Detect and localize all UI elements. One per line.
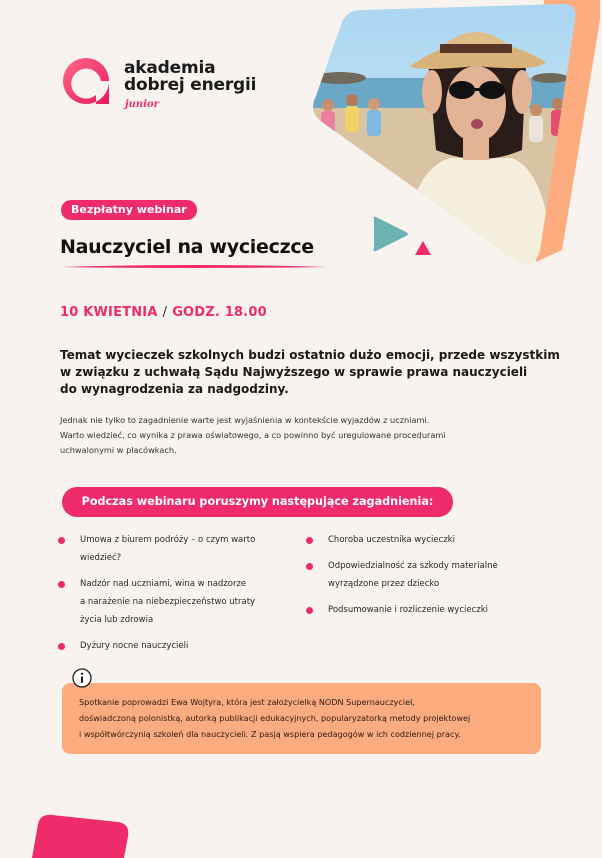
list-item: [58, 531, 288, 567]
pink-shape-decoration: [24, 812, 134, 858]
brand-name-line2: dobrej energii: [124, 75, 257, 95]
list-item-text: Umowa z biurem podróży – o czym warto: [80, 535, 256, 545]
list-item-text: Choroba uczestnika wycieczki: [328, 535, 455, 545]
lead-line: do wynagrodzenia za nadgodziny.: [60, 382, 289, 396]
list-item: [306, 531, 546, 549]
topics-list-right: [306, 531, 546, 627]
description-line: uchwalonymi w placówkach.: [60, 445, 177, 455]
list-item-text: a narażenie na niebezpieczeństwo utraty: [80, 597, 256, 607]
description-line: Jednak nie tylko to zagadnienie warte jest wyjaśnienia w kontekście wyjazdów z uczniami.: [60, 415, 430, 425]
info-line: doświadczoną polonistką, autorką publikacji edukacyjnych, popularyzatorką metody projektowej: [79, 713, 471, 723]
page-title: Nauczyciel na wycieczce: [60, 236, 314, 258]
list-item-text: wiedzieć?: [80, 553, 122, 563]
bullet-dot: [58, 581, 65, 588]
description-line: Warto wiedzieć, co wynika z prawa oświatowego, a co powinno być uregulowane procedurami: [60, 430, 446, 440]
list-item: [306, 601, 546, 619]
list-item-text: Dyżury nocne nauczycieli: [80, 641, 189, 651]
list-item-text: Nadzór nad uczniami, wina w nadzorze: [80, 579, 247, 589]
title-underline: [60, 264, 328, 270]
list-item-text: wyrządzone przez dziecko: [328, 579, 440, 589]
lead-line: w związku z uchwałą Sądu Najwyższego w sprawie prawa nauczycieli: [60, 365, 528, 379]
lead-line: Temat wycieczek szkolnych budzi ostatnio dużo emocji, przede wszystkim: [60, 348, 560, 362]
list-item-text: życia lub zdrowia: [80, 615, 154, 625]
date-separator: /: [162, 305, 168, 320]
brand-subname: junior: [125, 99, 159, 110]
bullet-dot: [58, 643, 65, 650]
bullet-dot: [306, 563, 313, 570]
topics-list-left: [58, 531, 288, 663]
list-item: [58, 637, 288, 655]
list-item: [58, 575, 288, 629]
brand-name-line1: akademia: [124, 58, 216, 78]
event-date-time: [60, 305, 267, 320]
brand-logo-mark: [60, 55, 112, 107]
pink-triangle-decoration: [414, 240, 432, 256]
bullet-dot: [306, 537, 313, 544]
info-line: Spotkanie poprowadzi Ewa Wojtyra, która jest założycielką NODN Supernauczyciel,: [79, 697, 415, 707]
list-item-text: Podsumowanie i rozliczenie wycieczki: [328, 605, 489, 615]
event-type-badge: Bezpłatny webinar: [61, 200, 197, 220]
brand-name: [124, 60, 256, 94]
list-item-text: Odpowiedzialność za szkody materialne: [328, 561, 498, 571]
info-icon: [72, 668, 92, 688]
description-paragraph: [60, 413, 530, 458]
topics-heading: Podczas webinaru poruszymy następujące zagadnienia:: [62, 487, 453, 517]
hero-image: [300, 0, 602, 270]
info-line: i współtwórczynią szkoleń dla nauczycieli. Z pasją wspiera pedagogów w ich codziennej pracy.: [79, 729, 461, 739]
teal-triangle-decoration: [370, 214, 410, 254]
list-item: [306, 557, 546, 593]
lead-paragraph: [60, 347, 560, 398]
event-date: 10 KWIETNIA: [60, 305, 158, 320]
bullet-dot: [58, 537, 65, 544]
bullet-dot: [306, 607, 313, 614]
speaker-info-text: [79, 694, 470, 742]
event-time: GODZ. 18.00: [172, 305, 267, 320]
